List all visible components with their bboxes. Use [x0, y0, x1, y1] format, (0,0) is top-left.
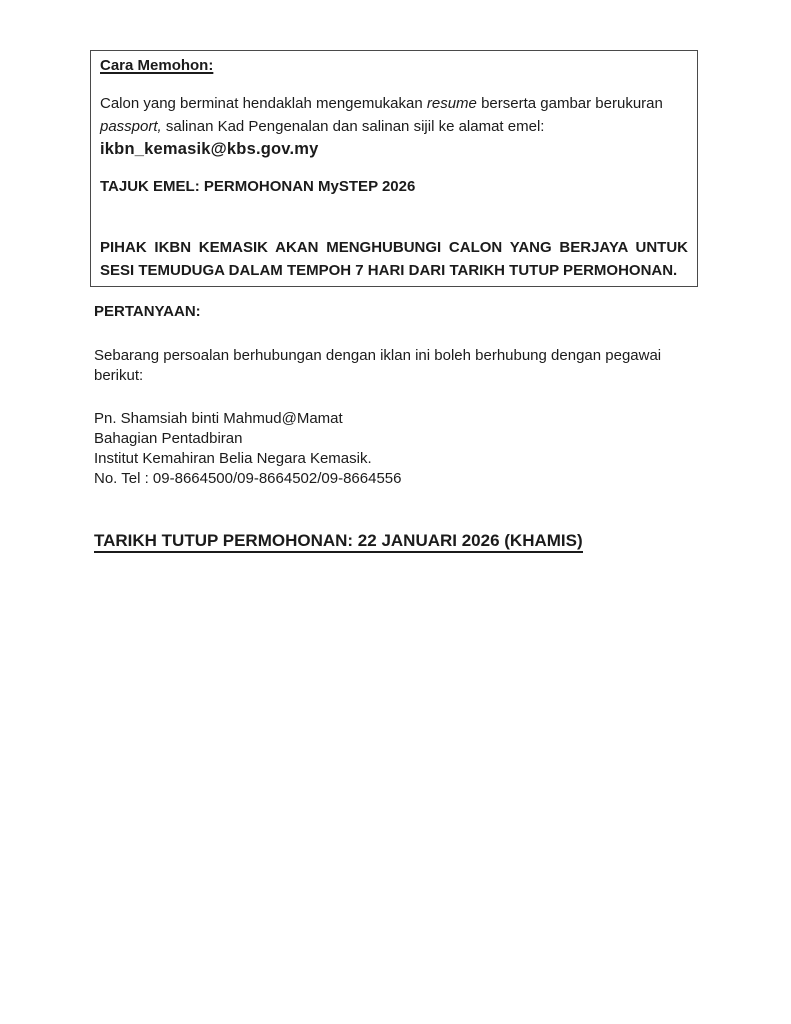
resume-italic-text: resume	[426, 95, 477, 112]
contact-department: Bahagian Pentadbiran	[94, 430, 243, 447]
box-heading	[100, 57, 688, 74]
enquiry-intro: Sebarang persoalan berhubungan dengan iklan ini boleh berhubung dengan pegawai berikut:	[94, 347, 662, 384]
passport-italic-text: passport,	[100, 118, 162, 135]
contact-phone: No. Tel : 09-8664500/09-8664502/09-8664556	[94, 470, 402, 487]
instructions-text-3: salinan Kad Pengenalan dan salinan sijil ke alamat emel:	[161, 118, 545, 135]
contact-name: Pn. Shamsiah binti Mahmud@Mamat	[94, 410, 343, 427]
contact-block	[94, 409, 698, 489]
email-address: ikbn_kemasik@kbs.gov.my	[100, 140, 319, 158]
interview-notice: PIHAK IKBN KEMASIK AKAN MENGHUBUNGI CALON YANG BERJAYA UNTUK SESI TEMUDUGA DALAM TEMPOH 7 HARI DARI TARIKH TUTUP PERMOHONAN.	[100, 239, 688, 279]
contact-institution: Institut Kemahiran Belia Negara Kemasik.	[94, 450, 372, 467]
email-subject-line: TAJUK EMEL: PERMOHONAN MySTEP 2026	[100, 178, 416, 195]
application-instructions	[100, 92, 688, 161]
pertanyaan-heading: PERTANYAAN:	[94, 303, 201, 320]
cara-memohon-box	[90, 50, 698, 287]
closing-date-text: TARIKH TUTUP PERMOHONAN: 22 JANUARI 2026 (KHAMIS)	[94, 531, 583, 553]
instructions-text-1: Calon yang berminat hendaklah mengemukakan	[100, 95, 427, 112]
instructions-text-2: berserta gambar berukuran	[476, 95, 663, 112]
box-heading-text: Cara Memohon:	[100, 57, 214, 74]
closing-date-heading	[94, 531, 698, 551]
